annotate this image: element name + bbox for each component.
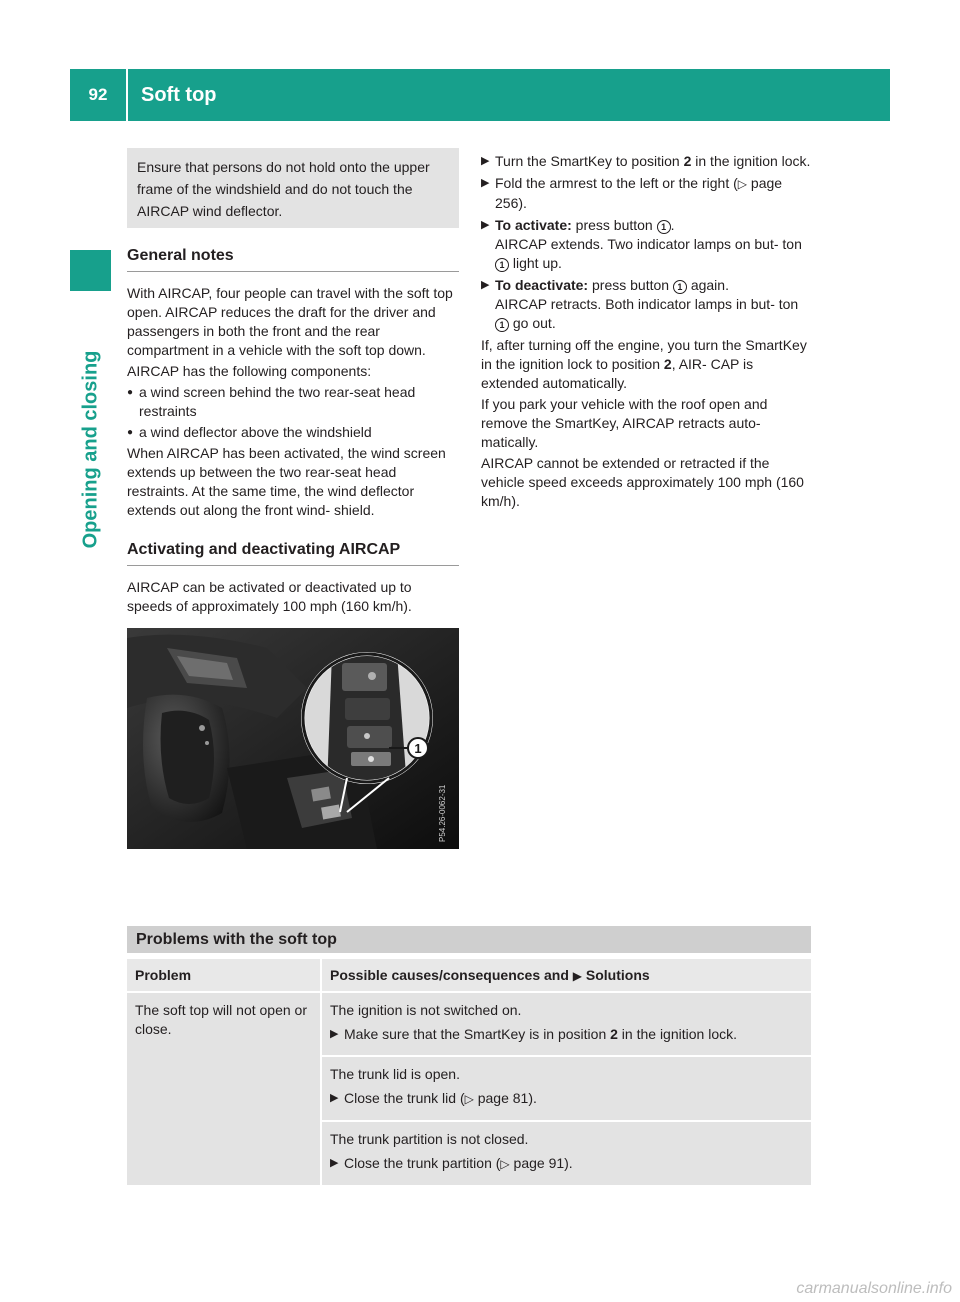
cause-text: The trunk lid is open. <box>330 1066 460 1082</box>
table-header-row <box>127 959 811 991</box>
step-arrow-icon <box>330 1154 344 1174</box>
general-notes-p3: When AIRCAP has been activated, the wind screen extends up between the two rear-seat head restraints. At the same time, the wind deflector extends out along the front wind- shield. <box>127 445 446 518</box>
step-arrow-icon <box>481 276 495 333</box>
warning-box: Ensure that persons do not hold onto the upper frame of the windshield and do not touch the AIRCAP wind deflector. <box>127 148 459 228</box>
step-label: To deactivate: <box>495 277 589 293</box>
page-ref-icon: ▷ <box>737 177 748 191</box>
page-number: 92 <box>88 85 108 104</box>
step-arrow-icon <box>481 216 495 273</box>
button-1-icon: 1 <box>495 258 509 272</box>
table-title: Problems with the soft top <box>127 926 811 953</box>
left-column <box>127 148 459 849</box>
instruction-step <box>481 216 813 273</box>
right-para-2: If you park your vehicle with the roof open and remove the SmartKey, AIRCAP retracts auto- matically. <box>481 396 768 450</box>
step-arrow-icon <box>481 152 495 171</box>
button-1-icon: 1 <box>673 280 687 294</box>
side-tab-marker <box>70 250 111 291</box>
para-text: If, after turning off the engine, you turn the SmartKey in the ignition lock to position <box>481 337 807 372</box>
right-para-1 <box>481 336 813 393</box>
step-text: in the ignition lock. <box>691 153 811 169</box>
position-number: 2 <box>663 356 672 372</box>
step-arrow-icon <box>481 174 495 213</box>
page-reference[interactable]: page 81). <box>473 1090 537 1106</box>
step-text: press button <box>588 277 673 293</box>
causes-cell <box>322 993 811 1185</box>
step-text: Turn the SmartKey to position <box>495 153 684 169</box>
table-row <box>127 993 811 1185</box>
callout-label: 1 <box>414 741 422 756</box>
header-text: Possible causes/consequences and <box>330 967 573 983</box>
general-notes-heading: General notes <box>127 246 459 272</box>
step-text: Fold the armrest to the left or the right ( <box>495 175 738 191</box>
button-1-icon: 1 <box>495 318 509 332</box>
step-text: AIRCAP extends. Two indicator lamps on but- ton <box>495 236 802 252</box>
page-reference[interactable]: page 91). <box>509 1155 573 1171</box>
header-divider <box>126 69 128 121</box>
watermark: carmanualsonline.info <box>796 1280 952 1297</box>
step-text: again. <box>686 277 729 293</box>
page-ref-icon: ▷ <box>500 1157 510 1171</box>
problem-cell: The soft top will not open or close. <box>127 993 320 1185</box>
column-header-problem: Problem <box>127 959 320 991</box>
position-number: 2 <box>610 1026 618 1042</box>
instruction-step <box>481 152 813 171</box>
solution-step <box>330 1025 803 1044</box>
aircap-button-photo <box>127 628 459 849</box>
step-arrow-icon <box>330 1089 344 1109</box>
cause-block <box>322 1122 811 1185</box>
solution-text: in the ignition lock. <box>617 1026 737 1042</box>
step-label: To activate: <box>495 217 572 233</box>
bullet-icon: ● <box>127 427 134 438</box>
problems-table <box>127 926 811 1185</box>
solution-text: Make sure that the SmartKey is in position <box>344 1026 611 1042</box>
para-text: , AIR- CAP is extended automatically. <box>481 356 754 391</box>
header-text: Solutions <box>585 967 650 983</box>
side-tab-label: Opening and closing <box>79 350 102 548</box>
page-title: Soft top <box>141 83 217 106</box>
solution-text: Close the trunk partition ( <box>344 1155 501 1171</box>
solution-step <box>330 1154 803 1174</box>
image-code: P54.26-0062-31 <box>438 784 447 842</box>
step-text: AIRCAP retracts. Both indicator lamps in but- ton <box>495 296 799 312</box>
instruction-step <box>481 174 813 213</box>
cause-block <box>322 993 811 1055</box>
solution-step <box>330 1089 803 1109</box>
column-header-solutions <box>322 959 811 991</box>
cause-block <box>322 1057 811 1120</box>
bullet-icon: ● <box>127 387 134 398</box>
step-text: press button <box>571 217 657 233</box>
activating-p1: AIRCAP can be activated or deactivated up to speeds of approximately 100 mph (160 km/h). <box>127 579 412 614</box>
activating-heading: Activating and deactivating AIRCAP <box>127 540 459 566</box>
list-item-text: a wind deflector above the windshield <box>139 424 372 440</box>
step-text: go out. <box>509 315 556 331</box>
right-para-3: AIRCAP cannot be extended or retracted if the vehicle speed exceeds approximately 100 mph (160 km/h). <box>481 455 804 509</box>
cause-text: The ignition is not switched on. <box>330 1002 522 1018</box>
position-number: 2 <box>683 153 692 169</box>
list-item-text: a wind screen behind the two rear-seat head restraints <box>139 384 416 419</box>
page-ref-icon: ▷ <box>464 1092 474 1106</box>
cause-text: The trunk partition is not closed. <box>330 1131 529 1147</box>
list-item <box>127 423 459 442</box>
instruction-step <box>481 276 813 333</box>
step-arrow-icon <box>330 1025 344 1044</box>
button-1-icon: 1 <box>657 220 671 234</box>
page-reference[interactable]: page 256). <box>495 175 783 211</box>
solution-text: Close the trunk lid ( <box>344 1090 465 1106</box>
right-column <box>481 152 813 513</box>
step-text: . <box>670 217 675 233</box>
step-text: light up. <box>509 255 562 271</box>
general-notes-p1: With AIRCAP, four people can travel with the soft top open. AIRCAP reduces the draft for the driver and passengers in both the front and the rear compartment in a vehicle with the soft top down. <box>127 285 453 358</box>
general-notes-p2: AIRCAP has the following components: <box>127 363 372 379</box>
list-item <box>127 383 459 421</box>
side-tab <box>70 297 111 601</box>
solutions-arrow-icon: ▶ <box>572 969 583 983</box>
